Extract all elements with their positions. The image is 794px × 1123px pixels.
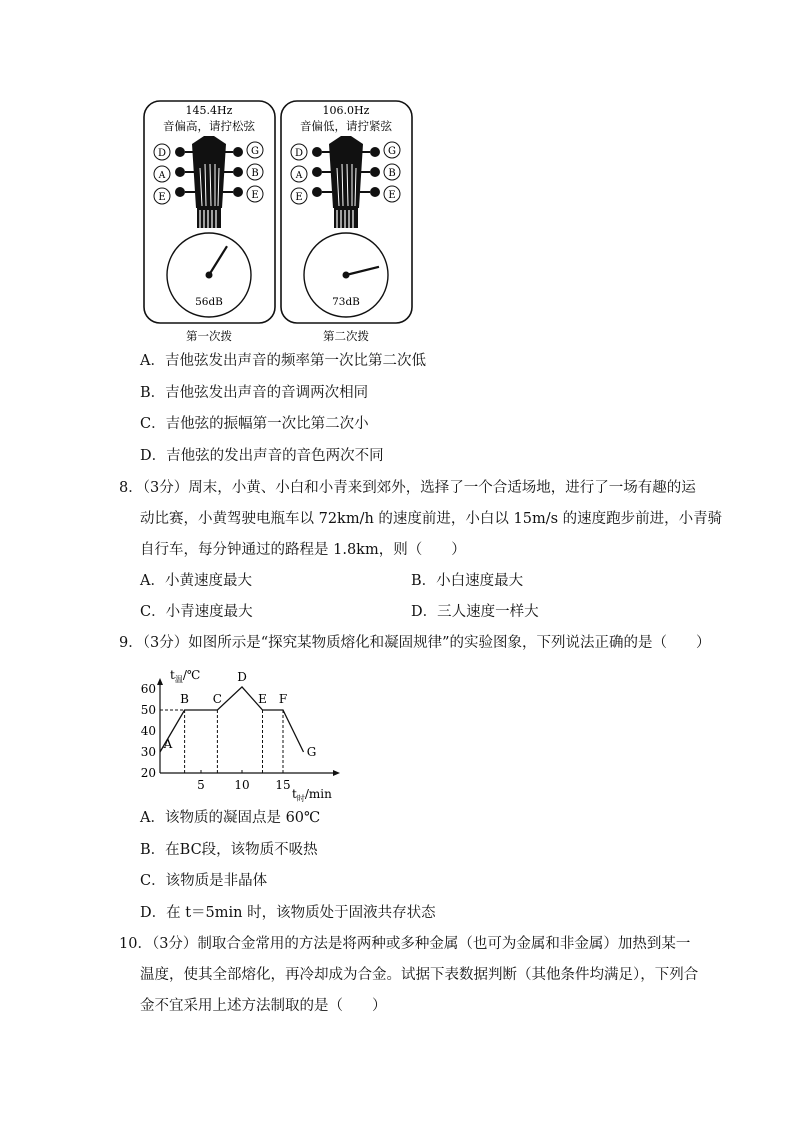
peg-label: E (251, 190, 259, 201)
x-tick-label: 5 (197, 778, 205, 792)
peg-label: E (388, 190, 396, 201)
peg-labels-right (384, 142, 400, 202)
peg-labels-right (247, 142, 263, 202)
q9-option-a: A．该物质的凝固点是 60℃ (140, 810, 321, 826)
point-label: A (163, 737, 173, 751)
chart-svg (138, 668, 343, 804)
tuner-panel-1 (144, 101, 275, 343)
tuner-hint: 音偏高，请拧松弦 (163, 119, 255, 133)
y-tick-label: 30 (140, 745, 156, 759)
q8-option-d: D．三人速度一样大 (411, 604, 539, 620)
dial-hub (206, 272, 213, 279)
q8-stem-line-2: 动比赛，小黄驾驶电瓶车以 72km/h 的速度前进，小白以 15m/s 的速度跑步前进，小青骑 (140, 511, 723, 527)
tuner-freq: 145.4Hz (185, 104, 233, 117)
peg-label: D (157, 148, 167, 159)
q10-stem-line-1: 10．（3分）制取合金常用的方法是将两种或多种金属（也可为金属和非金属）加热到某一 (119, 936, 691, 952)
q7-option-c: C．吉他弦的振幅第一次比第二次小 (140, 416, 369, 432)
x-tick-label: 15 (275, 778, 291, 792)
peg-label: G (388, 146, 396, 157)
q8-stem-line-1: 8．（3分）周末，小黄、小白和小青来到郊外，选择了一个合适场地，进行了一场有趣的运 (119, 480, 696, 496)
peg-label: E (295, 192, 303, 203)
point-label: C (212, 692, 222, 706)
q9-option-c: C．该物质是非晶体 (140, 873, 268, 889)
peg-label: E (158, 192, 166, 203)
melting-curve-chart (138, 668, 343, 804)
q7-option-d: D．吉他弦的发出声音的音色两次不同 (140, 448, 384, 464)
peg-label: B (251, 168, 259, 179)
point-label: F (278, 692, 288, 706)
peg-labels-left (154, 144, 170, 204)
q8-option-c: C．小青速度最大 (140, 604, 253, 620)
peg-label: A (295, 171, 303, 181)
y-tick-label: 60 (140, 682, 156, 696)
peg-label: A (158, 171, 166, 181)
q10-stem-line-2: 温度，使其全部熔化，再冷却成为合金。试据下表数据判断（其他条件均满足），下列合 (140, 967, 699, 983)
q8-option-a: A．小黄速度最大 (140, 573, 252, 589)
point-label: G (306, 745, 317, 759)
q9-option-b: B．在BC段，该物质不吸热 (140, 842, 318, 858)
x-axis-label: $t_时/\min$ (292, 787, 332, 803)
decibel-readout: 56dB (195, 296, 223, 308)
q9-stem: 9．（3分）如图所示是“探究某物质熔化和凝固规律”的实验图象，下列说法正确的是（ ） (119, 635, 711, 651)
y-axis-arrow-icon (157, 678, 163, 685)
point-label: E (258, 692, 267, 706)
peg-label: B (388, 168, 396, 179)
tuner-figure (140, 98, 415, 350)
q9-option-d: D．在 t＝5min 时，该物质处于固液共存状态 (140, 905, 436, 921)
y-tick-label: 50 (140, 703, 156, 717)
point-label: B (180, 692, 190, 706)
tuner-caption: 第二次拨 (323, 329, 369, 343)
x-axis-arrow-icon (333, 770, 340, 776)
tuner-svg (140, 98, 415, 350)
tuner-caption: 第一次拨 (186, 329, 232, 343)
q8-stem-line-3: 自行车，每分钟通过的路程是 1.8km，则（ ） (140, 542, 466, 558)
tuner-panel-2 (281, 101, 412, 343)
q10-stem-line-3: 金不宜采用上述方法制取的是（ ） (140, 998, 387, 1014)
y-axis-label: $t_温/℃$ (170, 668, 201, 684)
dial-hub (343, 272, 350, 279)
q7-option-a: A．吉他弦发出声音的频率第一次比第二次低 (140, 353, 426, 369)
peg-label: G (251, 146, 259, 157)
x-tick-label: 10 (234, 778, 250, 792)
decibel-readout: 73dB (332, 296, 360, 308)
q7-option-b: B．吉他弦发出声音的音调两次相同 (140, 385, 369, 401)
q8-option-b: B．小白速度最大 (411, 573, 524, 589)
point-label: D (237, 669, 247, 684)
peg-label: D (294, 148, 304, 159)
y-tick-label: 40 (140, 724, 156, 738)
y-tick-label: 20 (140, 766, 156, 780)
peg-labels-left (291, 144, 307, 204)
tuner-hint: 音偏低，请拧紧弦 (300, 119, 392, 133)
tuner-freq: 106.0Hz (322, 104, 370, 117)
